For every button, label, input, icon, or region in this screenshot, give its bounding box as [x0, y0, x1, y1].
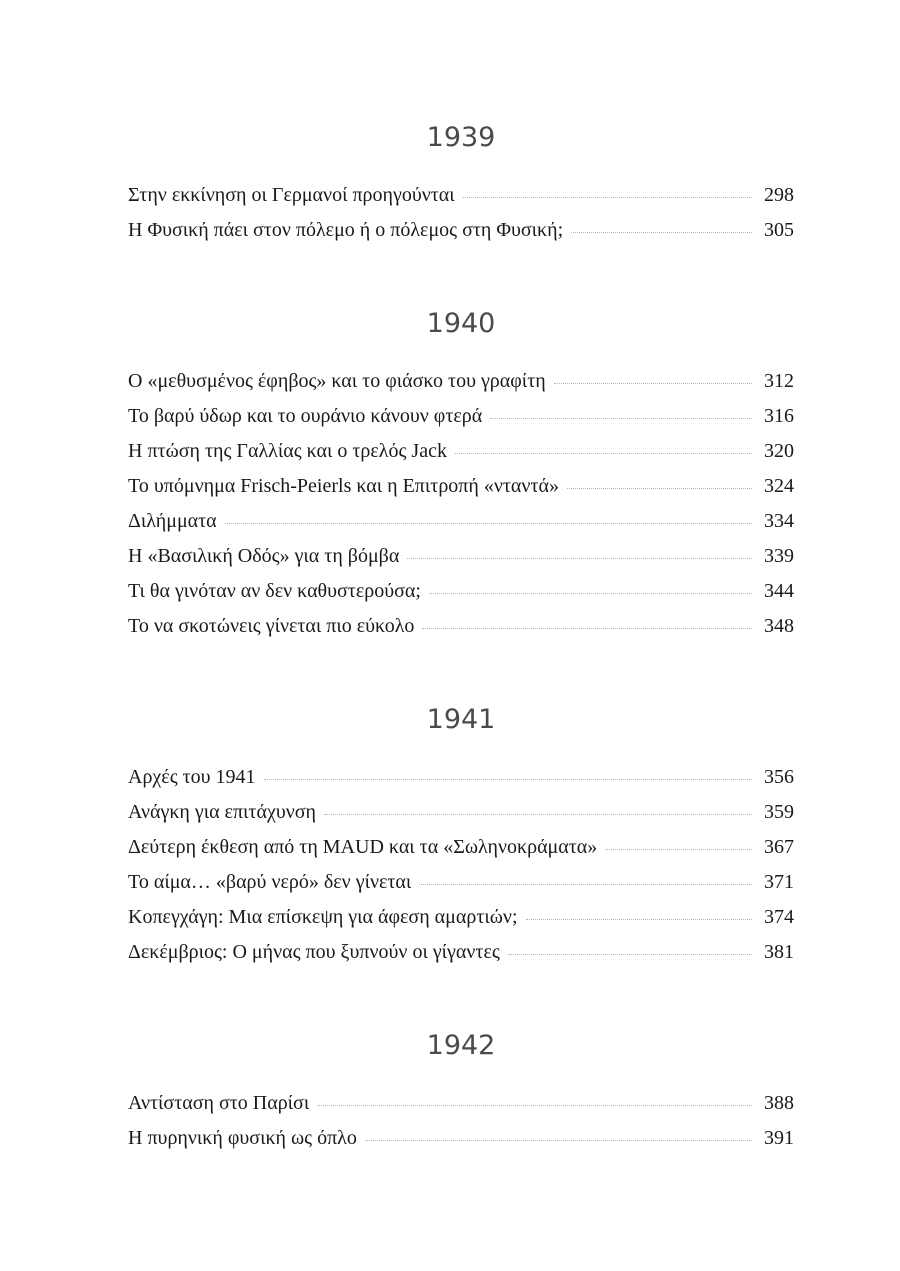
- toc-entry-page: 348: [764, 615, 794, 637]
- dot-leader: [508, 954, 752, 955]
- dot-leader: [463, 197, 752, 198]
- toc-entry-title: Δεύτερη έκθεση από τη MAUD και τα «Σωληνοκράματα»: [128, 836, 598, 858]
- toc-entry-page: 339: [764, 545, 794, 567]
- section-year: 1942: [426, 1030, 496, 1061]
- toc-entry[interactable]: [128, 574, 794, 609]
- dot-leader: [324, 814, 752, 815]
- toc-entry-title: Το να σκοτώνεις γίνεται πιο εύκολο: [128, 615, 415, 637]
- toc-entry[interactable]: [128, 900, 794, 935]
- toc-entry[interactable]: [128, 434, 794, 469]
- toc-entry[interactable]: [128, 539, 794, 574]
- toc-entry-title: Η πυρηνική φυσική ως όπλο: [128, 1127, 357, 1149]
- toc-entry-page: 344: [764, 580, 794, 602]
- dot-leader: [264, 779, 752, 780]
- toc-entry-page: 367: [764, 836, 794, 858]
- toc-entry[interactable]: [128, 469, 794, 504]
- toc-entry-page: 316: [764, 405, 794, 427]
- dot-leader: [225, 523, 752, 524]
- toc-entry-title: Η πτώση της Γαλλίας και ο τρελός Jack: [128, 440, 447, 462]
- toc-section-1942: [128, 1026, 794, 1156]
- toc-section-1941: [128, 700, 794, 970]
- toc-entry[interactable]: [128, 865, 794, 900]
- dot-leader: [407, 558, 752, 559]
- toc-entry[interactable]: [128, 830, 794, 865]
- toc-entry-title: Αρχές του 1941: [128, 766, 256, 788]
- toc-entries: [128, 364, 794, 644]
- toc-entry[interactable]: [128, 1086, 794, 1121]
- toc-entry-page: 298: [764, 184, 794, 206]
- toc-entry-page: 324: [764, 475, 794, 497]
- toc-entry[interactable]: [128, 178, 794, 213]
- toc-entry-title: Διλήμματα: [128, 510, 217, 532]
- toc-entry-title: Αντίσταση στο Παρίσι: [128, 1092, 310, 1114]
- toc-entry-title: Ο «μεθυσμένος έφηβος» και το φιάσκο του γραφίτη: [128, 370, 546, 392]
- toc-entry-page: 391: [764, 1127, 794, 1149]
- section-year: 1940: [426, 308, 496, 339]
- dot-leader: [365, 1140, 752, 1141]
- dot-leader: [429, 593, 752, 594]
- toc-entry[interactable]: [128, 504, 794, 539]
- toc-entry[interactable]: [128, 364, 794, 399]
- toc-entry-title: Η «Βασιλική Οδός» για τη βόμβα: [128, 545, 400, 567]
- toc-entry-title: Τι θα γινόταν αν δεν καθυστερούσα;: [128, 580, 421, 602]
- dot-leader: [526, 919, 752, 920]
- dot-leader: [571, 232, 752, 233]
- toc-entry[interactable]: [128, 609, 794, 644]
- dot-leader: [605, 849, 752, 850]
- toc-entry-title: Δεκέμβριος: Ο μήνας που ξυπνούν οι γίγαντες: [128, 941, 500, 963]
- toc-entry-title: Κοπεγχάγη: Μια επίσκεψη για άφεση αμαρτιών;: [128, 906, 518, 928]
- toc-entry-page: 320: [764, 440, 794, 462]
- toc-entry-page: 374: [764, 906, 794, 928]
- toc-entry-title: Το βαρύ ύδωρ και το ουράνιο κάνουν φτερά: [128, 405, 483, 427]
- toc-entry-title: Το υπόμνημα Frisch-Peierls και η Επιτροπή «νταντά»: [128, 475, 559, 497]
- toc-entry-page: 359: [764, 801, 794, 823]
- toc-entry-page: 305: [764, 219, 794, 241]
- toc-entry[interactable]: [128, 213, 794, 248]
- toc-entry[interactable]: [128, 1121, 794, 1156]
- section-year: 1941: [426, 704, 496, 735]
- toc-entries: [128, 178, 794, 248]
- toc-section-1939: [128, 118, 794, 248]
- toc-entries: [128, 760, 794, 970]
- toc-entry[interactable]: [128, 760, 794, 795]
- dot-leader: [554, 383, 752, 384]
- toc-entry-page: 371: [764, 871, 794, 893]
- toc-entry[interactable]: [128, 795, 794, 830]
- toc-entries: [128, 1086, 794, 1156]
- toc-entry-page: 356: [764, 766, 794, 788]
- dot-leader: [455, 453, 752, 454]
- toc-entry-title: Στην εκκίνηση οι Γερμανοί προηγούνται: [128, 184, 455, 206]
- toc-entry-page: 381: [764, 941, 794, 963]
- toc-section-1940: [128, 304, 794, 644]
- toc-entry-title: Η Φυσική πάει στον πόλεμο ή ο πόλεμος στη Φυσική;: [128, 219, 564, 241]
- toc-entry[interactable]: [128, 399, 794, 434]
- dot-leader: [317, 1105, 752, 1106]
- dot-leader: [419, 884, 752, 885]
- dot-leader: [490, 418, 752, 419]
- dot-leader: [567, 488, 752, 489]
- dot-leader: [422, 628, 752, 629]
- toc-entry-page: 334: [764, 510, 794, 532]
- toc-entry-title: Ανάγκη για επιτάχυνση: [128, 801, 317, 823]
- section-year: 1939: [426, 122, 496, 153]
- toc-entry[interactable]: [128, 935, 794, 970]
- toc-entry-title: Το αίμα… «βαρύ νερό» δεν γίνεται: [128, 871, 412, 893]
- toc-entry-page: 388: [764, 1092, 794, 1114]
- toc-entry-page: 312: [764, 370, 794, 392]
